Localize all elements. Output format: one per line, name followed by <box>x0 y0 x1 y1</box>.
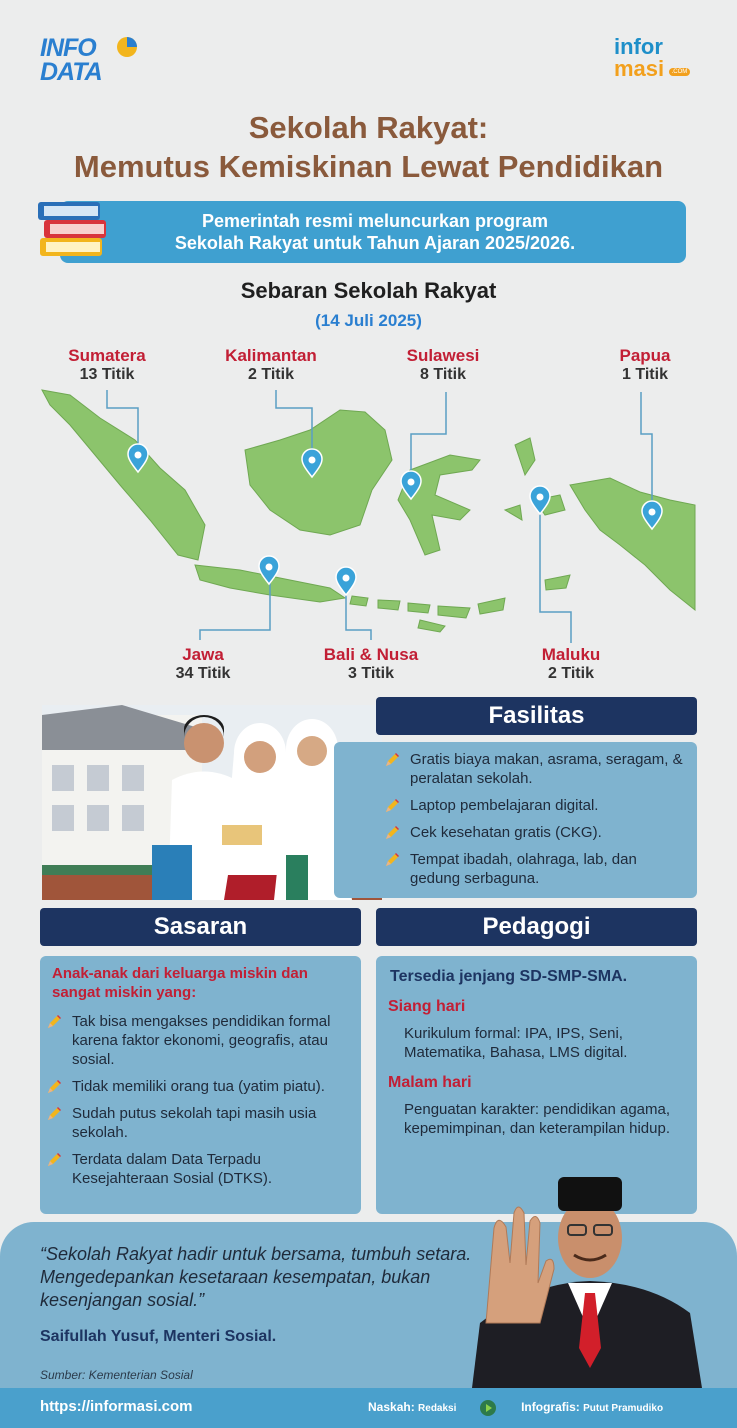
informasi-logo-line2: masi <box>614 56 665 81</box>
pencil-icon <box>384 752 400 768</box>
region-count: 2 Titik <box>548 665 594 682</box>
fasilitas-item: Gratis biaya makan, asrama, seragam, & peralatan sekolah. <box>378 750 687 788</box>
informasi-logo-line1: infor <box>614 34 663 59</box>
info-logo-line2: DATA <box>40 58 102 86</box>
region-name: Kalimantan <box>225 346 317 365</box>
banner-line-2: Sekolah Rakyat untuk Tahun Ajaran 2025/2026. <box>174 233 576 253</box>
banner-line-1: Pemerintah resmi meluncurkan program <box>201 211 549 231</box>
sumatera-island <box>42 390 205 560</box>
region-sumatera <box>47 346 167 384</box>
source-note: Sumber: Kementerian Sosial <box>40 1368 193 1382</box>
bali-nusa-islands <box>350 596 368 606</box>
region-name: Jawa <box>182 645 224 664</box>
region-jawa <box>143 645 263 683</box>
region-sulawesi <box>383 346 503 384</box>
region-count: 3 Titik <box>348 665 394 682</box>
fasilitas-panel <box>334 742 697 898</box>
pedagogi-header: Pedagogi <box>376 908 697 946</box>
quote-text: “Sekolah Rakyat hadir untuk bersama, tumbuh setara. Mengedepankan kesetaraan kesempatan, bukan kesenjangan sosial.” <box>40 1244 472 1310</box>
region-count: 8 Titik <box>420 366 466 383</box>
footer-url-link[interactable]: https://informasi.com <box>40 1398 193 1415</box>
title-line-1: Sekolah Rakyat: <box>248 110 489 145</box>
informasi-play-icon <box>480 1400 496 1416</box>
title-line-2: Memutus Kemiskinan Lewat Pendidikan <box>73 149 664 184</box>
pencil-icon <box>384 825 400 841</box>
siang-text: Kurikulum formal: IPA, IPS, Seni, Matematika, Bahasa, LMS digital. <box>404 1025 628 1061</box>
fasilitas-header: Fasilitas <box>376 697 697 735</box>
pencil-icon <box>46 1014 62 1030</box>
fasilitas-item: Tempat ibadah, olahraga, lab, dan gedung serbaguna. <box>378 850 687 888</box>
pencil-icon <box>46 1106 62 1122</box>
students-photo <box>42 705 382 900</box>
pencil-icon <box>384 798 400 814</box>
quote-author: Saifullah Yusuf, Menteri Sosial. <box>40 1328 277 1345</box>
region-count: 34 Titik <box>175 665 231 682</box>
pencil-icon <box>384 852 400 868</box>
fasilitas-item: Laptop pembelajaran digital. <box>378 796 687 815</box>
maluku-island <box>515 438 535 475</box>
region-kalimantan <box>206 346 336 384</box>
info-logo-line1: INFO <box>40 34 96 62</box>
malam-title: Malam hari <box>388 1074 472 1091</box>
map-heading: Sebaran Sekolah Rakyat <box>240 278 497 303</box>
region-bali-nusa <box>306 645 436 683</box>
map-date: (14 Juli 2025) <box>315 311 422 330</box>
sasaran-item: Tak bisa mengakses pendidikan formal karena faktor ekonomi, geografis, atau sosial. <box>40 1012 353 1069</box>
malam-text: Penguatan karakter: pendidikan agama, kepemimpinan, dan keterampilan hidup. <box>404 1101 671 1137</box>
sasaran-item: Terdata dalam Data Terpadu Kesejahteraan Sosial (DTKS). <box>40 1150 353 1188</box>
region-name: Sulawesi <box>406 346 480 365</box>
pedagogi-intro: Tersedia jenjang SD-SMP-SMA. <box>390 968 628 985</box>
pencil-icon <box>46 1152 62 1168</box>
fasilitas-item: Cek kesehatan gratis (CKG). <box>378 823 687 842</box>
region-count: 13 Titik <box>79 366 135 383</box>
sasaran-item: Sudah putus sekolah tapi masih usia sekolah. <box>40 1104 353 1142</box>
sasaran-panel <box>40 956 361 1214</box>
infografis-label: Infografis: <box>521 1400 580 1415</box>
sasaran-header: Sasaran <box>40 908 361 946</box>
region-name: Sumatera <box>68 346 146 365</box>
sasaran-item: Tidak memiliki orang tua (yatim piatu). <box>40 1077 353 1096</box>
papua-island <box>570 478 695 610</box>
footer-credits <box>368 1400 728 1416</box>
region-name: Bali & Nusa <box>323 645 419 664</box>
naskah-label: Naskah: <box>368 1400 415 1415</box>
informasi-logo-tld: .COM <box>669 68 691 76</box>
naskah-value: Redaksi <box>418 1403 457 1415</box>
infografis-value: Putut Pramudiko <box>583 1403 664 1415</box>
minister-photo <box>470 1173 720 1388</box>
region-maluku <box>521 645 621 683</box>
region-count: 2 Titik <box>248 366 294 383</box>
kalimantan-island <box>245 410 392 535</box>
sasaran-intro: Anak-anak dari keluarga miskin dan sangat miskin yang: <box>52 965 308 1001</box>
region-papua <box>600 346 690 384</box>
siang-title: Siang hari <box>388 998 466 1015</box>
region-name: Maluku <box>541 645 601 664</box>
pencil-icon <box>46 1079 62 1095</box>
region-name: Papua <box>619 346 671 365</box>
region-count: 1 Titik <box>622 366 668 383</box>
